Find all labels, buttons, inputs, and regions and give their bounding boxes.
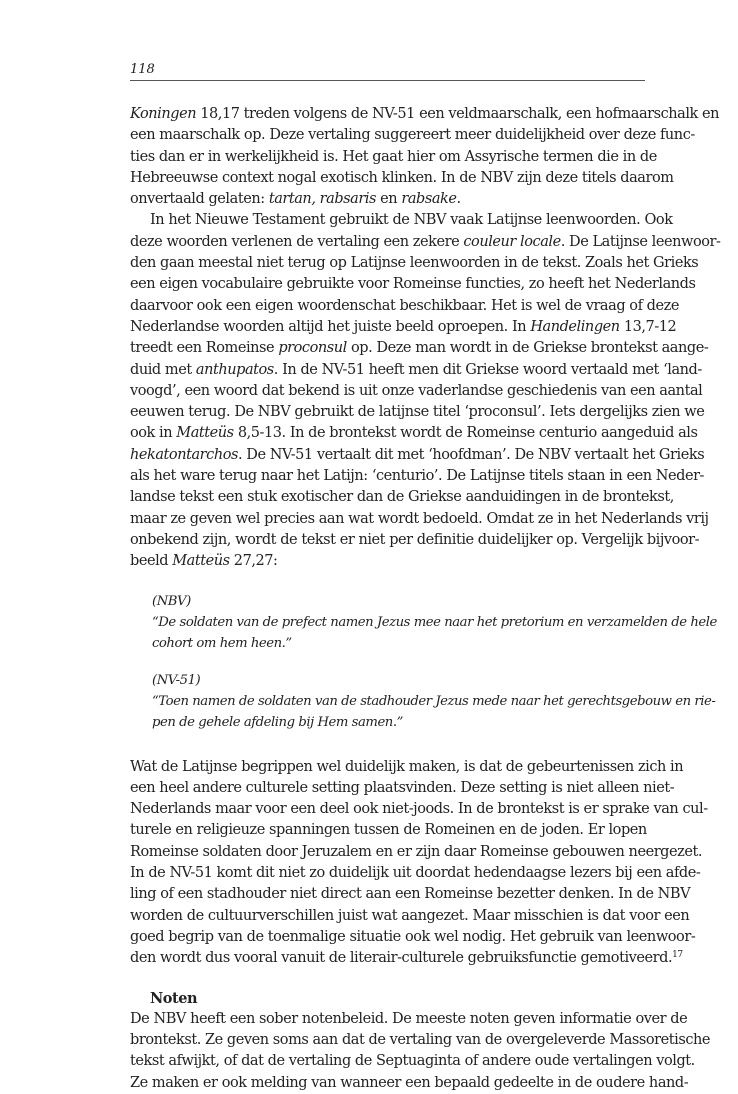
text-line: De NBV heeft een sober notenbeleid. De meeste noten geven informatie over de <box>130 1010 688 1027</box>
text-line <box>130 104 720 125</box>
text-line: onbekend zijn, wordt de tekst er niet per definitie duidelijker op. Vergelijk bijvoor- <box>130 531 700 548</box>
reference: Matteüs <box>172 553 230 570</box>
text-line: een heel andere culturele setting plaatsvinden. Deze setting is niet alleen niet- <box>130 779 675 796</box>
text-line: tekst afwijkt, of dat de vertaling de Septuaginta of andere oude vertalingen volgt. <box>130 1053 695 1070</box>
text-line <box>130 232 721 253</box>
term: rabsake <box>401 191 457 208</box>
quote-line: “Toen namen de soldaten van de stadhouder Jezus mede naar het gerechtsgebouw en rie- <box>152 693 716 709</box>
text-line: Romeinse soldaten door Jeruzalem en er zijn daar Romeinse gebouwen neergezet. <box>130 843 703 860</box>
text-line: landse tekst een stuk exotischer dan de Griekse aanduidingen in de brontekst, <box>130 489 674 506</box>
quote-line: “De soldaten van de prefect namen Jezus mee naar het pretorium en verzamelden de hele <box>152 614 717 630</box>
text-line: maar ze geven wel precies aan wat wordt bedoeld. Omdat ze in het Nederlands vrij <box>130 510 709 527</box>
text-span: en <box>376 191 402 208</box>
text-line: worden de cultuurverschillen juist wat aangezet. Maar misschien is dat voor een <box>130 907 690 924</box>
text-span: . De Latijnse leenwoor- <box>560 233 721 250</box>
term: proconsul <box>278 340 347 357</box>
text-span: Nederlandse woorden altijd het juiste beeld oproepen. In <box>130 318 531 335</box>
text-line <box>130 423 698 444</box>
text-span: 13,7-12 <box>619 318 677 335</box>
text-line <box>130 317 677 338</box>
quote-line: pen de gehele afdeling bij Hem samen.” <box>152 714 403 730</box>
page-header <box>130 62 645 81</box>
text-line <box>130 551 645 572</box>
reference: Koningen <box>130 106 197 122</box>
paragraph-notes <box>130 1009 711 1094</box>
text-line: ties dan er in werkelijkheid is. Het gaat hier om Assyrische termen die in de <box>130 148 657 165</box>
text-line: voogd’, een woord dat bekend is uit onze vaderlandse geschiedenis van een aantal <box>130 382 703 399</box>
quote-source: (NBV) <box>152 593 191 609</box>
text-span: op. Deze man wordt in de Griekse brontekst aange- <box>346 340 709 357</box>
paragraph-latin-concepts <box>130 757 708 970</box>
text-line: brontekst. Ze geven soms aan dat de vertaling van de overgeleverde Massoretische <box>130 1032 711 1049</box>
text-line: een maarschalk op. Deze vertaling suggereert meer duidelijkheid over deze func- <box>130 127 695 144</box>
quote-source: (NV-51) <box>152 672 201 688</box>
text-span: 27,27: <box>229 553 278 570</box>
body-text <box>130 104 721 1094</box>
term: hekatontarchos <box>130 446 238 463</box>
text-line: daarvoor ook een eigen woordenschat beschikbaar. Het is wel de vraag of deze <box>130 297 679 314</box>
text-line: als het ware terug naar het Latijn: ‘centurio’. De Latijnse titels staan in een Neder- <box>130 468 705 485</box>
text-line: turele en religieuze spanningen tussen de Romeinen en de joden. Er lopen <box>130 822 647 839</box>
text-line: In de NV-51 komt dit niet zo duidelijk uit doordat hedendaagse lezers bij een afde- <box>130 865 701 882</box>
text-line: In het Nieuwe Testament gebruikt de NBV vaak Latijnse leenwoorden. Ook <box>150 212 673 229</box>
text-span: treedt een Romeinse <box>130 340 279 357</box>
text-line <box>130 338 709 359</box>
quote-nv51 <box>152 670 716 733</box>
text-line <box>130 948 683 969</box>
term: tartan, rabsaris <box>268 191 376 208</box>
text-line: Wat de Latijnse begrippen wel duidelijk maken, is dat de gebeurtenissen zich in <box>130 758 684 775</box>
text-line: Hebreeuwse context nogal exotisch klinken. In de NBV zijn deze titels daarom <box>130 169 674 186</box>
text-span: 8,5-13. In de brontekst wordt de Romeinse centurio aangeduid als <box>233 425 698 442</box>
text-span: . <box>456 191 461 208</box>
text-span: 18,17 treden volgens de NV-51 een veldmaarschalk, een hofmaarschalk en <box>196 106 720 122</box>
quote-line: cohort om hem heen.” <box>152 635 292 651</box>
term: couleur locale <box>463 233 561 250</box>
text-line: goed begrip van de toenmalige situatie ook wel nodig. Het gebruik van leenwoor- <box>130 928 696 945</box>
text-span: onvertaald gelaten: <box>130 191 269 208</box>
text-span: den wordt dus vooral vanuit de literair-culturele gebruiksfunctie gemotiveerd. <box>130 950 673 967</box>
text-line: ling of een stadhouder niet direct aan een Romeinse bezetter denken. In de NBV <box>130 886 691 903</box>
text-line: een eigen vocabulaire gebruikte voor Romeinse functies, zo heeft het Nederlands <box>130 276 696 293</box>
paragraph-new-testament <box>130 210 721 572</box>
text-span: . In de NV-51 heeft men dit Griekse woord vertaald met ‘land- <box>273 361 702 378</box>
footnote-ref: 17 <box>672 950 683 961</box>
section-heading: Noten <box>150 989 198 1007</box>
text-span: ook in <box>130 425 177 442</box>
reference: Matteüs <box>176 425 234 442</box>
text-line: Ze maken er ook melding van wanneer een bepaald gedeelte in de oudere hand- <box>130 1074 689 1091</box>
text-span: . De NV-51 vertaalt dit met ‘hoofdman’. De NBV vertaalt het Grieks <box>237 446 705 463</box>
text-line: den gaan meestal niet terug op Latijnse leenwoorden in de tekst. Zoals het Grieks <box>130 255 699 272</box>
text-span: duid met <box>130 361 196 378</box>
quote-nbv <box>152 591 717 654</box>
text-span: deze woorden verlenen de vertaling een zekere <box>130 233 464 250</box>
paragraph-kings <box>130 104 720 210</box>
page-number: 118 <box>130 62 155 77</box>
text-span: beeld <box>130 553 173 570</box>
term: anthupatos <box>195 361 274 378</box>
reference: Handelingen <box>530 318 620 335</box>
text-line: eeuwen terug. De NBV gebruikt de latijnse titel ‘proconsul’. Iets dergelijks zien we <box>130 404 705 421</box>
text-line <box>130 445 705 466</box>
text-line <box>130 189 645 210</box>
text-line: Nederlands maar voor een deel ook niet-joods. In de brontekst is er sprake van cul- <box>130 801 708 818</box>
text-line <box>130 360 702 381</box>
